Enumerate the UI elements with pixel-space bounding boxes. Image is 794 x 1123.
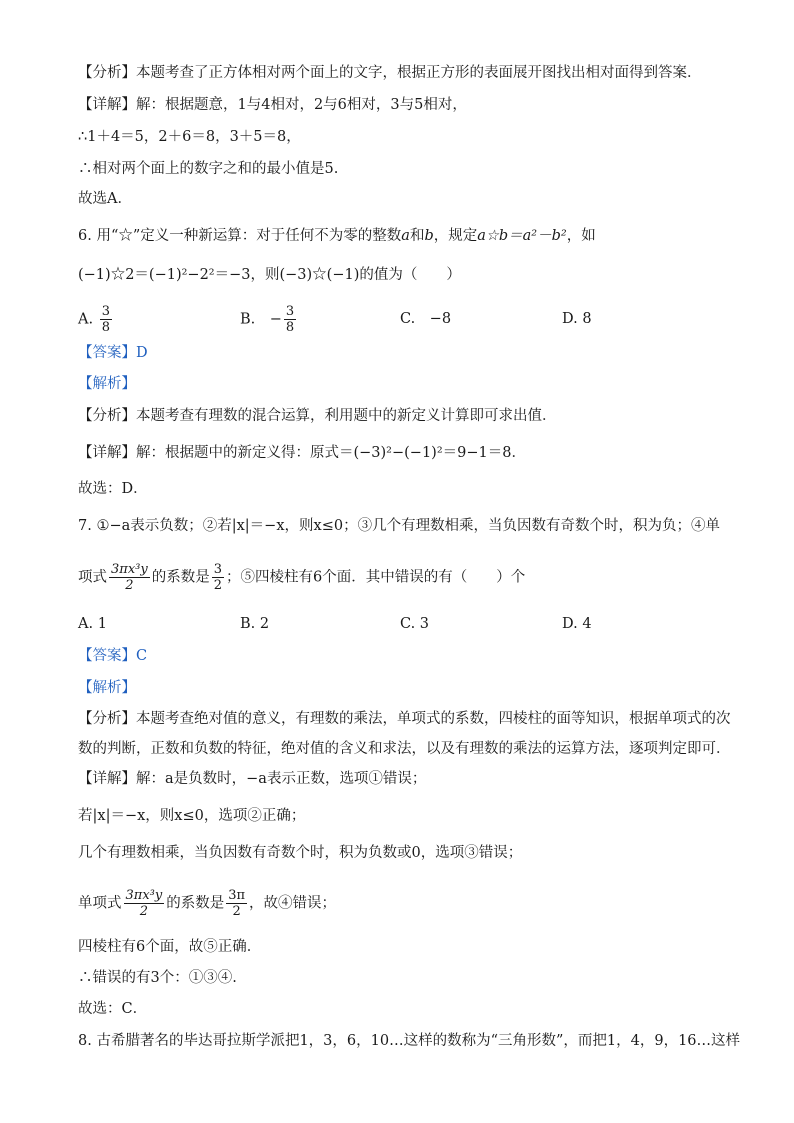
- q7-coefficient-fraction: [212, 562, 224, 593]
- q7-option-c: C. 3: [400, 616, 430, 632]
- q7-detail-line4: [78, 888, 336, 919]
- q6-option-a-denominator: 8: [101, 320, 110, 335]
- q7-coefficient-denominator: 2: [213, 578, 222, 593]
- q7-detail-line6: ∴错误的有3个：①③④.: [78, 970, 237, 986]
- q7-option-b: B. 2: [240, 616, 270, 632]
- q6-option-c: C. −8: [400, 311, 452, 327]
- q6-stem-text-e: ，规定: [433, 228, 478, 244]
- q7-detail-line5: 四棱柱有6个面，故⑤正确．: [78, 939, 262, 955]
- q5-detail-line2: ∴1＋4＝5，2＋6＝8，3＋5＝8，: [78, 129, 301, 145]
- q6-var-b: b: [424, 228, 434, 244]
- q7-detail-line3: 几个有理数相乘，当负因数有奇数个时，积为负数或0，选项③错误；: [78, 845, 523, 861]
- q6-option-a-numerator: 3: [101, 304, 110, 319]
- q6-option-a-fraction: [100, 304, 112, 335]
- q7-monomial-denominator: 2: [125, 578, 134, 593]
- q7-detail4-coefficient-fraction: [226, 888, 247, 919]
- q7-analysis-line1: 【分析】本题考查绝对值的意义，有理数的乘法，单项式的系数，四棱柱的面等知识，根据单项式的次: [78, 711, 731, 727]
- q7-option-d: D. 4: [562, 616, 592, 632]
- q7-jiexi: 【解析】: [78, 680, 136, 696]
- q5-analysis: 【分析】本题考查了正方体相对两个面上的文字，根据正方形的表面展开图找出相对面得到答案．: [78, 65, 702, 81]
- q7-detail4-monomial-numerator: 3πx³y: [125, 888, 163, 903]
- q6-option-d: D. 8: [562, 311, 592, 327]
- q6-option-b-fraction: [284, 304, 296, 335]
- q6-option-b: [240, 304, 298, 335]
- q5-detail-line3: ∴相对两个面上的数字之和的最小值是5.: [78, 161, 339, 177]
- q7-monomial-fraction: [109, 562, 150, 593]
- q7-detail4-text-b: 的系数是: [166, 895, 225, 912]
- q5-detail-line1: 【详解】解：根据题意，1与4相对，2与6相对，3与5相对，: [78, 97, 467, 113]
- q6-stem-text-g: ，如: [566, 228, 596, 244]
- q6-definition: a☆b＝a²－b²: [477, 228, 567, 244]
- q7-detail4-coefficient-denominator: 2: [232, 904, 241, 919]
- q6-stem-text-c: 和: [409, 228, 425, 244]
- q6-answer: 【答案】D: [78, 345, 148, 361]
- q6-stem-line1: [78, 225, 596, 247]
- q6-detail: 【详解】解：根据题中的新定义得：原式＝(−3)²−(−1)²＝9−1＝8．: [78, 445, 526, 461]
- q6-stem-text-a: 6. 用“☆”定义一种新运算：对于任何不为零的整数: [78, 228, 402, 244]
- q7-detail4-text-a: 单项式: [78, 895, 122, 912]
- q7-stem-text-b: 的系数是: [151, 569, 210, 586]
- q7-choose: 故选：C．: [78, 1001, 148, 1017]
- q7-stem-text-c: ；⑤四棱柱有6个面．其中错误的有（ ）个: [225, 569, 526, 586]
- q6-analysis: 【分析】本题考查有理数的混合运算，利用题中的新定义计算即可求出值．: [78, 408, 557, 424]
- q7-option-a: A. 1: [78, 616, 107, 632]
- q7-answer: 【答案】C: [78, 648, 148, 664]
- q7-stem-text-a: 项式: [78, 569, 107, 586]
- q8-stem-line1: 8. 古希腊著名的毕达哥拉斯学派把1，3，6，10…这样的数称为“三角形数”，而把1，4，9，16…这样: [78, 1033, 741, 1049]
- q6-option-b-numerator: 3: [285, 304, 295, 319]
- q7-analysis-line2: 数的判断，正数和负数的特征，绝对值的含义和求法，以及有理数的乘法的运算方法，逐项判定即可．: [78, 741, 731, 757]
- q7-detail4-monomial-fraction: [124, 888, 165, 919]
- q7-monomial-numerator: 3πx³y: [111, 562, 148, 577]
- q6-option-a-label: A.: [78, 311, 94, 328]
- q7-stem-line2: [78, 562, 525, 593]
- q5-choose: 故选A．: [78, 191, 132, 207]
- q6-option-a: [78, 304, 114, 335]
- q6-jiexi: 【解析】: [78, 376, 136, 392]
- q7-detail4-coefficient-numerator: 3π: [228, 888, 246, 903]
- q6-var-a: a: [401, 228, 410, 244]
- q7-stem-line1: 7. ①−a表示负数；②若|x|＝−x，则x≤0；③几个有理数相乘，当负因数有奇数个时，积为负；④单: [78, 518, 721, 534]
- q6-option-b-denominator: 8: [285, 320, 295, 335]
- q6-option-b-label: B. −: [240, 311, 282, 328]
- q6-choose: 故选：D．: [78, 481, 148, 497]
- q7-detail4-text-c: ，故④错误；: [249, 895, 337, 912]
- q7-coefficient-numerator: 3: [213, 562, 222, 577]
- q7-detail-line1: 【详解】解：a是负数时，−a表示正数，选项①错误；: [78, 771, 427, 787]
- q7-detail4-monomial-denominator: 2: [139, 904, 148, 919]
- q7-detail-line2: 若|x|＝−x，则x≤0，选项②正确；: [78, 808, 306, 824]
- q6-stem-line2: (−1)☆2＝(−1)²−2²＝−3，则(−3)☆(−1)的值为（ ）: [78, 267, 461, 283]
